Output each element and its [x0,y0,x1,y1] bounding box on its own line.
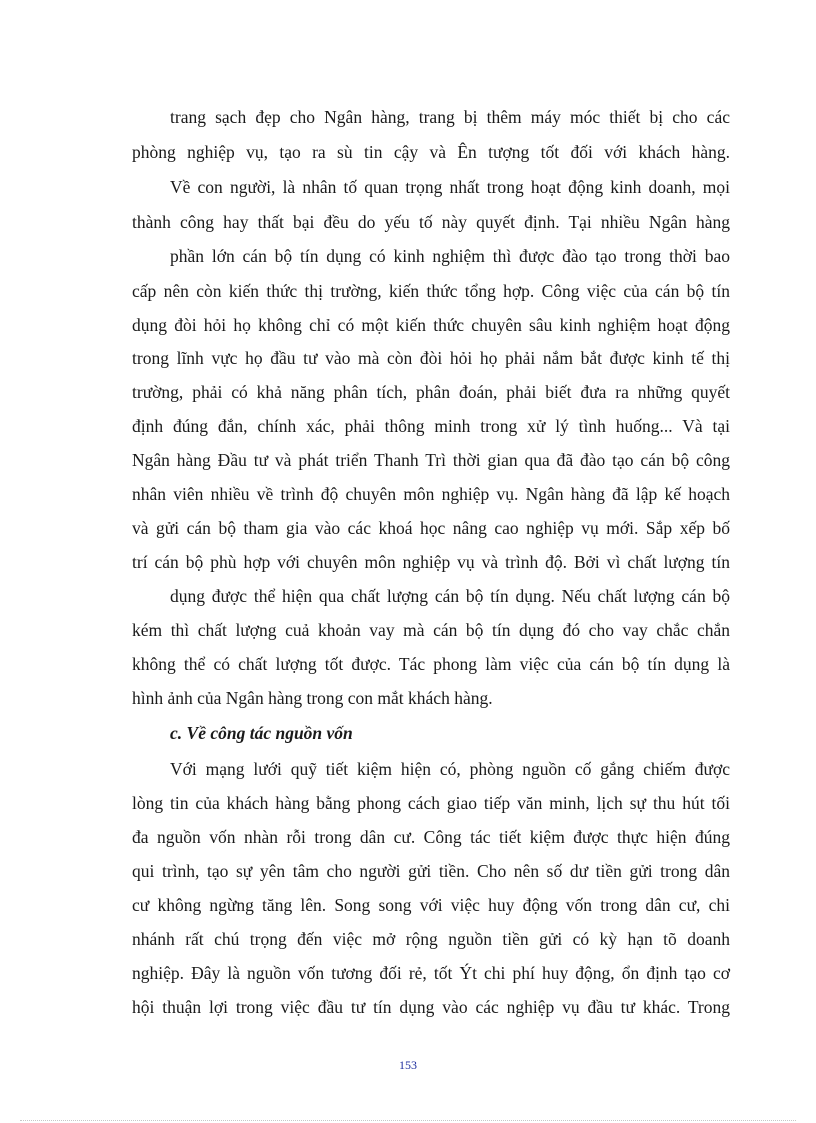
text-line: hội thuận lợi trong việc đầu tư tín dụng vào các nghiệp vụ đầu tư khác. Trong [132,997,730,1017]
text-line: hình ảnh của Ngân hàng trong con mắt khách hàng. [132,688,493,708]
text-line: Về con người, là nhân tố quan trọng nhất trong hoạt động kinh doanh, mọi [170,177,730,197]
text-line: phòng nghiệp vụ, tạo ra sù tin cậy và Ên tượng tốt đối với khách hàng. [132,142,730,162]
page-number: 153 [399,1058,417,1072]
text-line: Với mạng lưới quỹ tiết kiệm hiện có, phòng nguồn cố gắng chiếm được [170,759,730,779]
text-line: lòng tin của khách hàng bằng phong cách giao tiếp văn minh, lịch sự thu hút tối [132,793,730,813]
section-heading: c. Về công tác nguồn vốn [170,723,353,743]
text-line: trí cán bộ phù hợp với chuyên môn nghiệp vụ và trình độ. Bởi vì chất lượng tín [132,552,730,572]
text-line: dụng được thể hiện qua chất lượng cán bộ tín dụng. Nếu chất lượng cán bộ [170,586,730,606]
text-line: Ngân hàng Đầu tư và phát triển Thanh Trì thời gian qua đã đào tạo cán bộ công [132,450,730,470]
text-line: qui trình, tạo sự yên tâm cho người gửi tiền. Cho nên số dư tiền gửi trong dân [132,861,730,881]
text-line: kém thì chất lượng cuả khoản vay mà cán bộ tín dụng đó cho vay chắc chắn [132,620,730,640]
text-line: trong lĩnh vực họ đầu tư vào mà còn đòi hỏi họ phải nắm bắt được kinh tế thị [132,348,730,368]
text-line: định đúng đắn, chính xác, phải thông minh trong xử lý tình huống... Và tại [132,416,730,436]
text-line: cấp nên còn kiến thức thị trường, kiến thức tổng hợp. Công việc của cán bộ tín [132,281,730,301]
text-line: trang sạch đẹp cho Ngân hàng, trang bị thêm máy móc thiết bị cho các [170,107,730,127]
text-line: và gửi cán bộ tham gia vào các khoá học nâng cao nghiệp vụ mới. Sắp xếp bố [132,518,730,538]
footer-divider [20,1120,796,1121]
text-line: không thể có chất lượng tốt được. Tác phong làm việc của cán bộ tín dụng là [132,654,730,674]
text-line: dụng đòi hỏi họ không chỉ có một kiến thức chuyên sâu kinh nghiệm hoạt động [132,315,730,335]
text-line: đa nguồn vốn nhàn rỗi trong dân cư. Công tác tiết kiệm được thực hiện đúng [132,827,730,847]
text-line: phần lớn cán bộ tín dụng có kinh nghiệm thì được đào tạo trong thời bao [170,246,730,266]
text-line: nhánh rất chú trọng đến việc mở rộng nguồn tiền gửi có kỳ hạn tõ doanh [132,929,730,949]
text-line: nhân viên nhiều về trình độ chuyên môn nghiệp vụ. Ngân hàng đã lập kế hoạch [132,484,730,504]
text-line: trường, phải có khả năng phân tích, phân đoán, phải biết đưa ra những quyết [132,382,730,402]
text-line: nghiệp. Đây là nguồn vốn tương đối rẻ, tốt Ýt chi phí huy động, ổn định tạo cơ [132,963,730,983]
text-line: cư không ngừng tăng lên. Song song với việc huy động vốn trong dân cư, chi [132,895,730,915]
text-line: thành công hay thất bại đều do yếu tố này quyết định. Tại nhiều Ngân hàng [132,212,730,232]
